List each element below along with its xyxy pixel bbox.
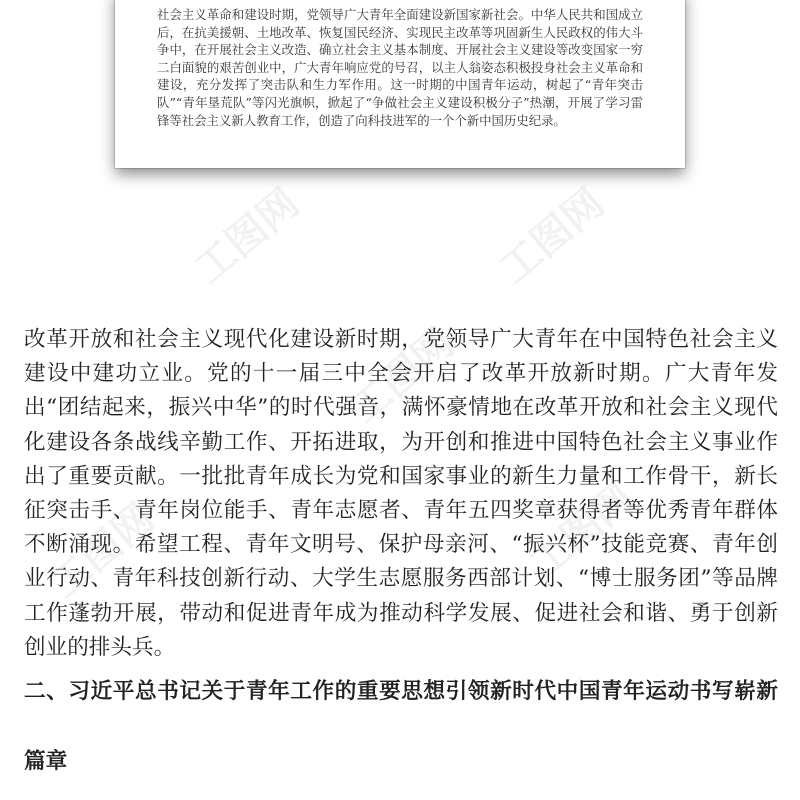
excerpt-text: 社会主义革命和建设时期，党领导广大青年全面建设新国家新社会。中华人民共和国成立后，在抗美援朝、土地改革、恢复国民经济、实现民主改革等巩固新生人民政权的伟大斗争中，在开展社会主义改造、确立社会主义基本制度、开展社会主义建设等改变国家一穷二白面貌的艰苦创业中，广大青年响应党的号召，以主人翁姿态积极投身社会主义革命和建设，充分发挥了突击队和生力军作用。这一时期的中国青年运动，树起了“青年突击队”“青年垦荒队”等闪光旗帜，掀起了“争做社会主义建设积极分子”热潮，开展了学习雷锋等社会主义新人教育工作，创造了向科技进军的一个个新中国历史纪录。 [157,7,643,128]
watermark: 工图网 [186,179,308,293]
watermark: 工图网 [491,179,613,293]
excerpt-card [115,0,685,168]
body-paragraph: 改革开放和社会主义现代化建设新时期，党领导广大青年在中国特色社会主义建设中建功立业。党的十一届三中全会开启了改革开放新时期。广大青年发出“团结起来，振兴中华”的时代强音，满怀豪情地在改革开放和社会主义现代化建设各条战线辛勤工作、开拓进取，为开创和推进中国特色社会主义事业作出了重要贡献。一批批青年成长为党和国家事业的新生力量和工作骨干，新长征突击手、青年岗位能手、青年志愿者、青年五四奖章获得者等优秀青年群体不断涌现。希望工程、青年文明号、保护母亲河、“振兴杯”技能竞赛、青年创业行动、青年科技创新行动、大学生志愿服务西部计划、“博士服务团”等品牌工作蓬勃开展，带动和促进青年成为推动科学发展、促进社会和谐、勇于创新创业的排头兵。 [24,327,778,660]
watermark: 工图网 [41,494,163,608]
section-heading: 二、习近平总书记关于青年工作的重要思想引领新时代中国青年运动书写崭新篇章 [24,679,778,774]
watermark: 工图网 [341,319,463,433]
watermark: 工图网 [521,474,643,588]
